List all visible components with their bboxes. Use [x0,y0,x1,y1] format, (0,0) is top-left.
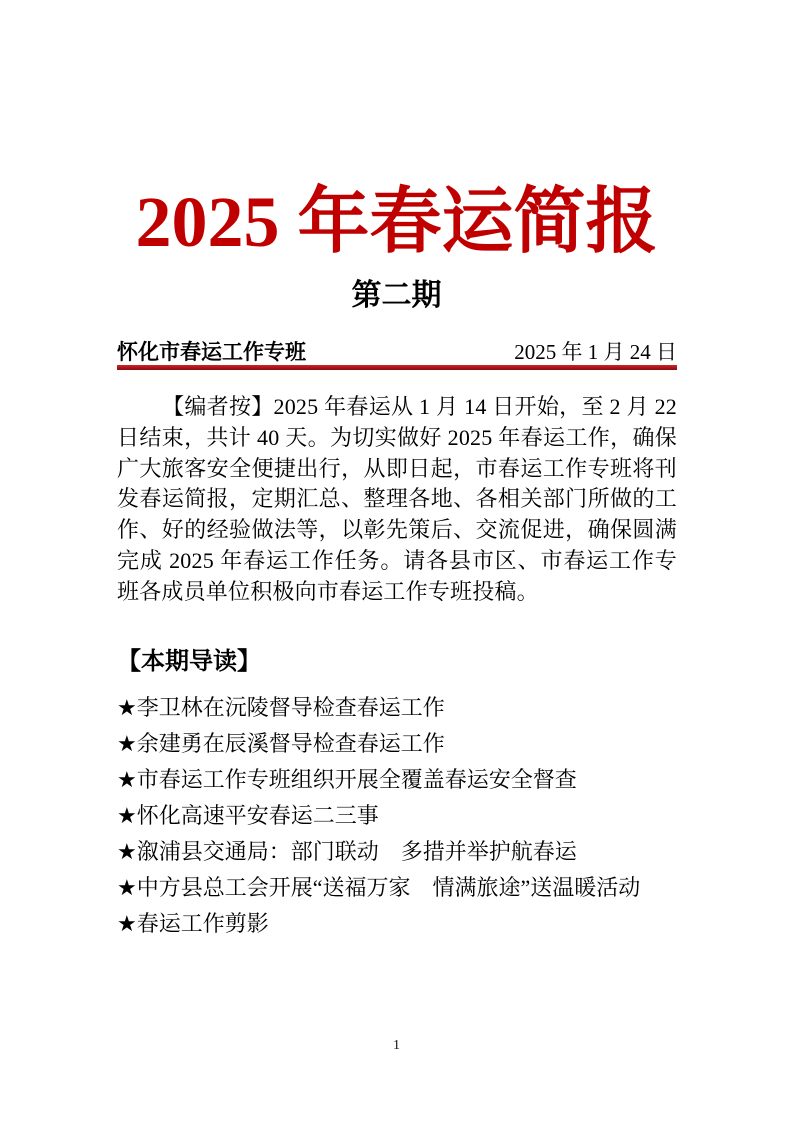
issue-label: 第二期 [351,279,442,312]
toc-item-label: 李卫林在沅陵督导检查春运工作 [136,694,445,720]
document-title: 2025 年春运简报 [135,182,658,262]
toc-item-label: 中方县总工会开展“送福万家 情满旅途”送温暖活动 [136,874,641,900]
star-bullet-icon: ★ [117,838,137,864]
star-bullet-icon: ★ [117,694,137,720]
toc-item-label: 市春运工作专班组织开展全覆盖春运安全督查 [136,766,577,792]
toc-item-label: 溆浦县交通局：部门联动 多措并举护航春运 [136,838,577,864]
toc-item-label: 余建勇在辰溪督导检查春运工作 [136,730,445,756]
toc-item-label: 怀化高速平安春运二三事 [136,802,379,828]
red-divider-rule [117,365,677,370]
toc-item [117,834,677,870]
toc-list [117,690,677,942]
editor-note-paragraph: 【编者按】2025 年春运从 1 月 14 日开始，至 2 月 22 日结束，共计 40 天。为切实做好 2025 年春运工作，确保广大旅客安全便捷出行，从即日起，市春运工作专班将刊发春运简报，定期汇总、整理各地、各相关部门所做的工作、好的经验做法等，以彰先策后、交流促进，确保圆满完成 2025 年春运工作任务。请各县市区、市春运工作专班各成员单位积极向市春运工作专班投稿。 [117,394,677,604]
toc-item [117,690,677,726]
toc-item [117,798,677,834]
toc-item [117,762,677,798]
star-bullet-icon: ★ [117,874,137,900]
document-content [0,340,793,942]
page-number: 1 [393,1038,400,1053]
toc-item-label: 春运工作剪影 [136,910,269,936]
masthead [117,340,677,364]
star-bullet-icon: ★ [117,730,137,756]
star-bullet-icon: ★ [117,766,137,792]
toc-item [117,906,677,942]
issue-date: 2025 年 1 月 24 日 [514,340,677,364]
issuing-organization: 怀化市春运工作专班 [117,340,306,364]
toc-item [117,870,677,906]
star-bullet-icon: ★ [117,910,137,936]
toc-heading: 【本期导读】 [117,647,261,675]
star-bullet-icon: ★ [117,802,137,828]
toc-item [117,726,677,762]
